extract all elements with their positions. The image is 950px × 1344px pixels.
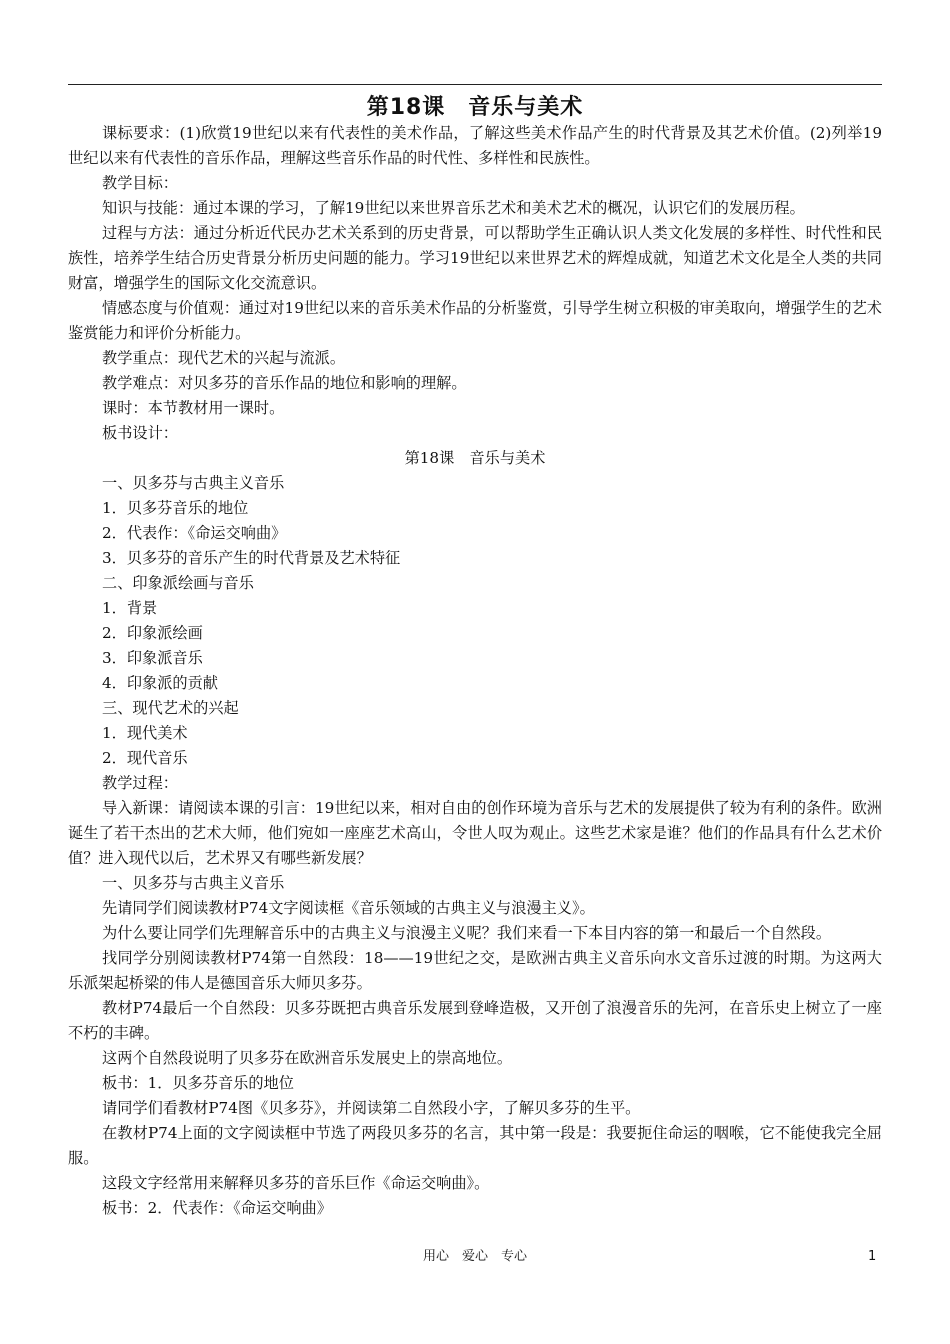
paragraph: 3．贝多芬的音乐产生的时代背景及艺术特征 (102, 549, 401, 567)
paragraph: 导入新课：请阅读本课的引言：19世纪以来，相对自由的创作环境为音乐与艺术的发展提供了较为有利的条件。欧洲诞生了若干杰出的艺术大师，他们宛如一座座艺术高山，令世人叹为观止。这些艺术家是谁？他们的作品具有什么艺术价值？进入现代以后，艺术界又有哪些新发展？ (68, 799, 882, 867)
paragraph: 过程与方法：通过分析近代民办艺术关系到的历史背景，可以帮助学生正确认识人类文化发展的多样性、时代性和民族性，培养学生结合历史背景分析历史问题的能力。学习19世纪以来世界艺术的辉煌成就，知道艺术文化是全人类的共同财富，增强学生的国际文化交流意识。 (68, 224, 882, 292)
paragraph: 教学过程： (102, 774, 178, 792)
paragraph: 2．代表作：《命运交响曲》 (102, 524, 287, 542)
paragraph: 2．现代音乐 (102, 749, 188, 767)
board-heading: 第18课 音乐与美术 (404, 449, 546, 467)
paragraph: 找同学分别阅读教材P74第一自然段：18——19世纪之交，是欧洲古典主义音乐向水文音乐过渡的时期。为这两大乐派架起桥梁的伟人是德国音乐大师贝多芬。 (68, 949, 882, 992)
paragraph: 三、现代艺术的兴起 (102, 699, 239, 717)
paragraph: 课标要求：(1)欣赏19世纪以来有代表性的美术作品，了解这些美术作品产生的时代背景及其艺术价值。(2)列举19世纪以来有代表性的音乐作品，理解这些音乐作品的时代性、多样性和民族性。 (68, 124, 882, 167)
paragraph: 1．现代美术 (102, 724, 188, 742)
paragraph: 这两个自然段说明了贝多芬在欧洲音乐发展史上的崇高地位。 (102, 1049, 513, 1067)
paragraph: 在教材P74上面的文字阅读框中节选了两段贝多芬的名言，其中第一段是：我要扼住命运的咽喉，它不能使我完全屈服。 (68, 1124, 882, 1167)
paragraph: 教学重点：现代艺术的兴起与流派。 (102, 349, 345, 367)
paragraph: 板书设计： (102, 424, 178, 442)
paragraph: 请同学们看教材P74图《贝多芬》，并阅读第二自然段小字，了解贝多芬的生平。 (102, 1099, 641, 1117)
paragraph: 4．印象派的贡献 (102, 674, 218, 692)
paragraph: 先请同学们阅读教材P74文字阅读框《音乐领域的古典主义与浪漫主义》。 (102, 899, 595, 917)
paragraph: 教材P74最后一个自然段：贝多芬既把古典音乐发展到登峰造极，又开创了浪漫音乐的先河，在音乐史上树立了一座不朽的丰碑。 (68, 999, 882, 1042)
paragraph: 课时：本节教材用一课时。 (102, 399, 285, 417)
header-rule (68, 84, 882, 85)
paragraph: 一、贝多芬与古典主义音乐 (102, 474, 285, 492)
paragraph: 为什么要让同学们先理解音乐中的古典主义与浪漫主义呢？我们来看一下本目内容的第一和最后一个自然段。 (102, 924, 831, 942)
page-number: 1 (868, 1249, 877, 1264)
footer-slogan: 用心 爱心 专心 (422, 1249, 527, 1264)
paragraph: 二、印象派绘画与音乐 (102, 574, 254, 592)
paragraph: 2．印象派绘画 (102, 624, 203, 642)
paragraph: 1．贝多芬音乐的地位 (102, 499, 249, 517)
paragraph: 3．印象派音乐 (102, 649, 203, 667)
page-title: 第18课 音乐与美术 (366, 95, 584, 120)
document-body (68, 121, 882, 1221)
paragraph: 板书：2．代表作：《命运交响曲》 (102, 1199, 332, 1217)
paragraph: 教学难点：对贝多芬的音乐作品的地位和影响的理解。 (102, 374, 467, 392)
paragraph: 情感态度与价值观：通过对19世纪以来的音乐美术作品的分析鉴赏，引导学生树立积极的审美取向，增强学生的艺术鉴赏能力和评价分析能力。 (68, 299, 882, 342)
paragraph: 这段文字经常用来解释贝多芬的音乐巨作《命运交响曲》。 (102, 1174, 490, 1192)
paragraph: 一、贝多芬与古典主义音乐 (102, 874, 285, 892)
paragraph: 知识与技能：通过本课的学习，了解19世纪以来世界音乐艺术和美术艺术的概况，认识它们的发展历程。 (102, 199, 805, 217)
paragraph: 板书：1．贝多芬音乐的地位 (102, 1074, 294, 1092)
paragraph: 教学目标： (102, 174, 178, 192)
paragraph: 1．背景 (102, 599, 158, 617)
